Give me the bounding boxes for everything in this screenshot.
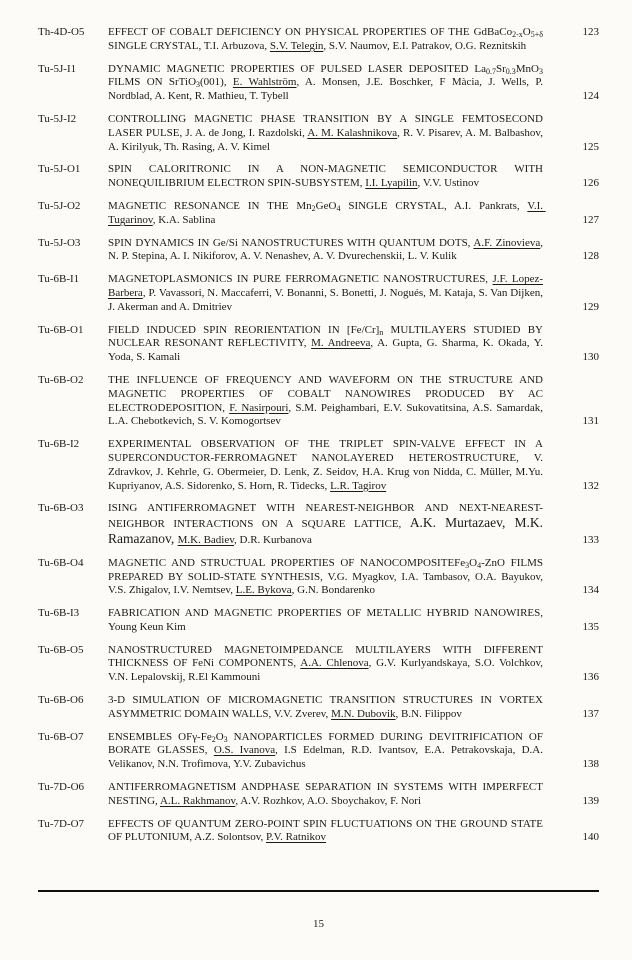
subscript-text: 2-x	[512, 30, 523, 39]
text-segment: GeO	[315, 199, 337, 212]
text-segment: FABRICATION AND MAGNETIC PROPERTIES OF METALLIC HYBRID NANOWIRES, Young Keun Kim	[108, 607, 546, 633]
session-code: Tu-6B-O2	[38, 373, 84, 386]
presenting-author: M. Andreeva	[311, 337, 371, 350]
presenting-author: A.A. Chlenova	[300, 657, 369, 670]
text-segment: FILMS ON SrTiO	[108, 62, 546, 89]
text-segment: , N. P. Stepina, A. I. Nikiforov, A. V. Nenashev, A. V. Dvurechenskii, L. V. Kulik	[108, 236, 546, 263]
entry-page-number: 129	[582, 300, 599, 313]
session-code: Tu-6B-I1	[38, 273, 80, 286]
text-segment: ENSEMBLES OFγ-Fe	[108, 730, 212, 743]
text-segment: , A. Monsen, J.E. Boschker, F Màcia, J. Wells, P. Nordblad, A. Kent, R. Mathieu, T. Tybell	[108, 76, 546, 103]
entry-title	[108, 163, 553, 191]
toc-entry	[38, 502, 599, 547]
toc-entry	[38, 438, 599, 493]
entry-page-number: 124	[582, 90, 599, 103]
entry-title	[108, 607, 553, 635]
text-segment: ANTIFERROMAGNETISM ANDPHASE SEPARATION IN SYSTEMS WITH IMPERFECT NESTING,	[108, 781, 546, 807]
subscript-text: 3	[196, 80, 201, 90]
text-segment: , R. V. Pisarev, A. M. Balbashov, A. Kirilyuk, Th. Rasing, A. V. Kimel	[108, 126, 546, 153]
toc-entry	[38, 694, 599, 722]
presenting-author: P.V. Ratnikov	[266, 831, 327, 844]
text-segment: SINGLE CRYSTAL, A.I. Pankrats,	[340, 199, 528, 212]
session-code: Tu-6B-O4	[38, 556, 84, 569]
subscript-text: 5+δ	[530, 30, 543, 39]
toc-entry	[38, 644, 599, 685]
session-code: Tu-6B-I2	[38, 438, 80, 451]
entry-title	[108, 818, 553, 846]
text-segment: NANOPARTICLES FORMED DURING DEVITRIFICATION OF BORATE GLASSES,	[108, 730, 546, 757]
session-code: Tu-5J-O2	[38, 199, 81, 212]
presenting-author: M.K. Badiev	[177, 533, 235, 546]
text-segment: , A.V. Rozhkov, A.O. Sboychakov, F. Nori	[235, 794, 422, 807]
text-segment: MnO	[515, 62, 539, 75]
subscript-text: 3	[223, 734, 228, 744]
text-segment: O	[522, 26, 531, 38]
text-segment: , K.A. Sablina	[152, 213, 216, 226]
session-code: Tu-6B-I3	[38, 607, 80, 620]
text-segment: EFFECT OF COBALT DEFICIENCY ON PHYSICAL PROPERTIES OF THE GdBaCo	[108, 26, 513, 38]
toc-entry	[38, 63, 599, 104]
session-code: Tu-6B-O5	[38, 643, 84, 656]
text-segment: MAGNETIC AND STRUCTUAL PROPERTIES OF NANOCOMPOSITEFe	[108, 556, 466, 569]
session-code: Tu-6B-O1	[38, 323, 84, 336]
text-segment: MAGNETIC RESONANCE IN THE Mn	[108, 199, 312, 212]
entry-title	[108, 113, 553, 154]
text-segment: (001),	[200, 76, 233, 89]
entry-page-number: 140	[582, 831, 599, 844]
entry-page-number: 135	[582, 620, 599, 633]
text-segment: SINGLE CRYSTAL, T.I. Arbuzova,	[108, 26, 546, 52]
entry-title	[108, 502, 553, 547]
toc-entry	[38, 273, 599, 314]
text-segment: O	[469, 556, 478, 569]
presenting-author: F. Nasirpouri	[229, 401, 289, 414]
entry-title	[108, 438, 553, 493]
entry-page-number: 139	[582, 794, 599, 807]
entry-title	[108, 374, 553, 429]
presenting-author: A. M. Kalashnikova	[307, 126, 398, 139]
entry-page-number: 125	[582, 140, 599, 153]
presenting-author: A.L. Rakhmanov	[159, 794, 236, 807]
session-code: Tu-7D-O6	[38, 781, 85, 794]
text-segment: SPIN CALORITRONIC IN A NON-MAGNETIC SEMICONDUCTOR WITH NONEQUILIBRIUM ELECTRON SPIN-SUBSYSTEM,	[108, 163, 546, 190]
subscript-text: 3	[465, 560, 470, 570]
text-segment: MAGNETOPLASMONICS IN PURE FERROMAGNETIC NANOSTRUCTURES,	[108, 273, 493, 286]
page-number: 15	[313, 918, 324, 930]
subscript-text: 0.7	[485, 66, 496, 76]
entry-page-number: 133	[582, 533, 599, 546]
entry-title	[108, 557, 553, 598]
entry-title	[108, 237, 553, 265]
session-code: Tu-7D-O7	[38, 817, 85, 830]
toc-entry	[38, 818, 599, 846]
toc-entry	[38, 731, 599, 772]
session-code: Tu-6B-O7	[38, 730, 84, 743]
subscript-text: 4	[336, 203, 341, 213]
text-segment: , A. Gupta, G. Sharma, K. Okada, Y. Yoda, S. Kamali	[108, 337, 546, 364]
subscript-text: 3	[539, 66, 543, 76]
toc-entry	[38, 163, 599, 191]
entry-title	[108, 644, 553, 685]
text-segment: A.K. Murtazaev, M.K. Ramazanov,	[108, 515, 547, 546]
presenting-author: I.I. Lyapilin	[365, 177, 418, 190]
subscript-text: 4	[477, 560, 482, 570]
toc-entry	[38, 200, 599, 228]
text-segment: , I.S Edelman, R.D. Ivantsov, E.A. Petrakovskaja, D.A. Velikanov, N.N. Trofimova, Y.V. Zubavichus	[108, 744, 546, 771]
session-code: Tu-5J-O1	[38, 163, 81, 176]
toc-entry	[38, 607, 599, 635]
toc-entry	[38, 781, 599, 809]
entry-page-number: 137	[582, 707, 599, 720]
entry-page-number: 127	[582, 213, 599, 226]
presenting-author: L.R. Tagirov	[330, 479, 387, 492]
entry-title	[108, 694, 553, 722]
text-segment: , S.V. Naumov, E.I. Patrakov, O.G. Reznitskih	[323, 39, 527, 52]
session-code: Tu-5J-I1	[38, 62, 77, 75]
text-segment: , P. Vavassori, N. Maccaferri, V. Bonanni, S. Bonetti, J. Nogués, M. Kataja, S. Van Dijken, J. Akerman and A. Dmitriev	[108, 286, 546, 313]
text-segment: , V.V. Ustinov	[417, 177, 479, 190]
entry-title	[108, 324, 553, 365]
entry-page-number: 136	[582, 671, 599, 684]
session-code: Th-4D-O5	[38, 26, 85, 38]
entry-page-number: 126	[582, 177, 599, 190]
toc-entry	[38, 374, 599, 429]
entry-page-number: 131	[582, 415, 599, 428]
text-segment: FIELD INDUCED SPIN REORIENTATION IN [Fe/Cr]	[108, 323, 380, 336]
entry-title	[108, 781, 553, 809]
text-segment: , G.V. Kurlyandskaya, S.O. Volchkov, V.N. Lepalovskij, R.El Kammouni	[108, 657, 546, 684]
text-segment: THE INFLUENCE OF FREQUENCY AND WAVEFORM ON THE STRUCTURE AND MAGNETIC PROPERTIES OF COBALT NANOWIRES PRODUCED BY AC ELECTRODEPOSITION,	[108, 373, 546, 414]
text-segment: , B.N. Filippov	[395, 707, 462, 720]
text-segment: SPIN DYNAMICS IN Ge/Si NANOSTRUCTURES WITH QUANTUM DOTS,	[108, 236, 474, 249]
presenting-author: S.V. Telegin	[269, 39, 324, 52]
subscript-text: n	[379, 327, 384, 337]
session-code: Tu-6B-O3	[38, 502, 84, 515]
text-segment: DYNAMIC MAGNETIC PROPERTIES OF PULSED LASER DEPOSITED La	[108, 62, 486, 75]
entry-page-number: 128	[582, 250, 599, 263]
entry-title	[108, 200, 553, 228]
toc-entry	[38, 113, 599, 154]
text-segment: NANOSTRUCTURED MAGNETOIMPEDANCE MULTILAYERS WITH DIFFERENT THICKNESS OF FeNi COMPONENTS,	[108, 643, 546, 670]
footer-rule	[38, 890, 599, 893]
entry-page-number: 138	[582, 758, 599, 771]
presenting-author: O.S. Ivanova	[213, 744, 276, 757]
presenting-author: V.I. Tugarinov	[108, 199, 546, 226]
subscript-text: 0.3	[505, 66, 516, 76]
text-segment: 3-D SIMULATION OF MICROMAGNETIC TRANSITION STRUCTURES IN VORTEX ASYMMETRIC DOMAIN WALLS, V.V. Zverev,	[108, 694, 546, 720]
text-segment: EXPERIMENTAL OBSERVATION OF THE TRIPLET SPIN-VALVE EFFECT IN A SUPERCONDUCTOR-FERROMAGNET NANOLAYERED HETEROSTRUCTURE, V. Zdravkov, J. Kehrle, G. Obermeier, D. Lenk, Z. Seidov, H.A. Krug von Nidda, C. Müller, M.Yu. Kupriyanov, A.S. Sidorenko, S. Horn, R. Tidecks,	[108, 438, 546, 492]
presenting-author: A.F. Zinovieva	[473, 236, 541, 249]
text-segment: O	[215, 730, 224, 743]
text-segment: -ZnO FILMS PREPARED BY SOLID-STATE SYNTHESIS, V.G. Myagkov, I.A. Tambasov, O.A. Bayukov, V.S. Zhigalov, I.V. Nemtsev,	[108, 556, 546, 597]
session-code: Tu-5J-I2	[38, 112, 77, 125]
entry-title	[108, 273, 553, 314]
entry-page-number: 132	[582, 479, 599, 492]
text-segment: , S.M. Peighambari, E.V. Sukovatitsina, A.S. Samardak, L.A. Chebotkevich, S. V. Komogortsev	[108, 401, 546, 428]
text-segment: EFFECTS OF QUANTUM ZERO-POINT SPIN FLUCTUATIONS ON THE GROUND STATE OF PLUTONIUM, A.Z. Solontsov,	[108, 817, 546, 844]
text-segment: Sr	[495, 62, 506, 75]
text-segment: CONTROLLING MAGNETIC PHASE TRANSITION BY A SINGLE FEMTOSECOND LASER PULSE, J. A. de Jong, I. Razdolski,	[108, 112, 546, 139]
session-code: Tu-6B-O6	[38, 694, 84, 707]
toc-entry	[38, 237, 599, 265]
text-segment: , D.R. Kurbanova	[234, 533, 312, 546]
text-segment: MULTILAYERS STUDIED BY NUCLEAR RESONANT REFLECTIVITY,	[108, 323, 546, 350]
entry-title	[108, 63, 553, 104]
entry-title	[108, 731, 553, 772]
entry-page-number: 130	[582, 351, 599, 364]
presenting-author: M.N. Dubovik	[331, 707, 396, 720]
text-segment: , G.N. Bondarenko	[291, 584, 376, 597]
presenting-author: L.E. Bykova	[235, 584, 292, 597]
entry-title	[108, 26, 553, 54]
toc-entry	[38, 26, 599, 54]
subscript-text: 2	[211, 734, 216, 744]
presenting-author: J.F. Lopez-Barbera	[108, 273, 544, 299]
toc-entry	[38, 557, 599, 598]
subscript-text: 2	[311, 203, 316, 213]
text-segment: ISING ANTIFERROMAGNET WITH NEAREST-NEIGHBOR AND NEXT-NEAREST-NEIGHBOR INTERACTIONS ON A SQUARE LATTICE,	[108, 502, 543, 531]
session-code: Tu-5J-O3	[38, 236, 81, 249]
toc-entries	[38, 26, 599, 845]
presenting-author: E. Wahlström	[232, 76, 297, 89]
entry-page-number: 134	[582, 584, 599, 597]
toc-entry	[38, 324, 599, 365]
entry-page-number: 123	[582, 26, 599, 38]
